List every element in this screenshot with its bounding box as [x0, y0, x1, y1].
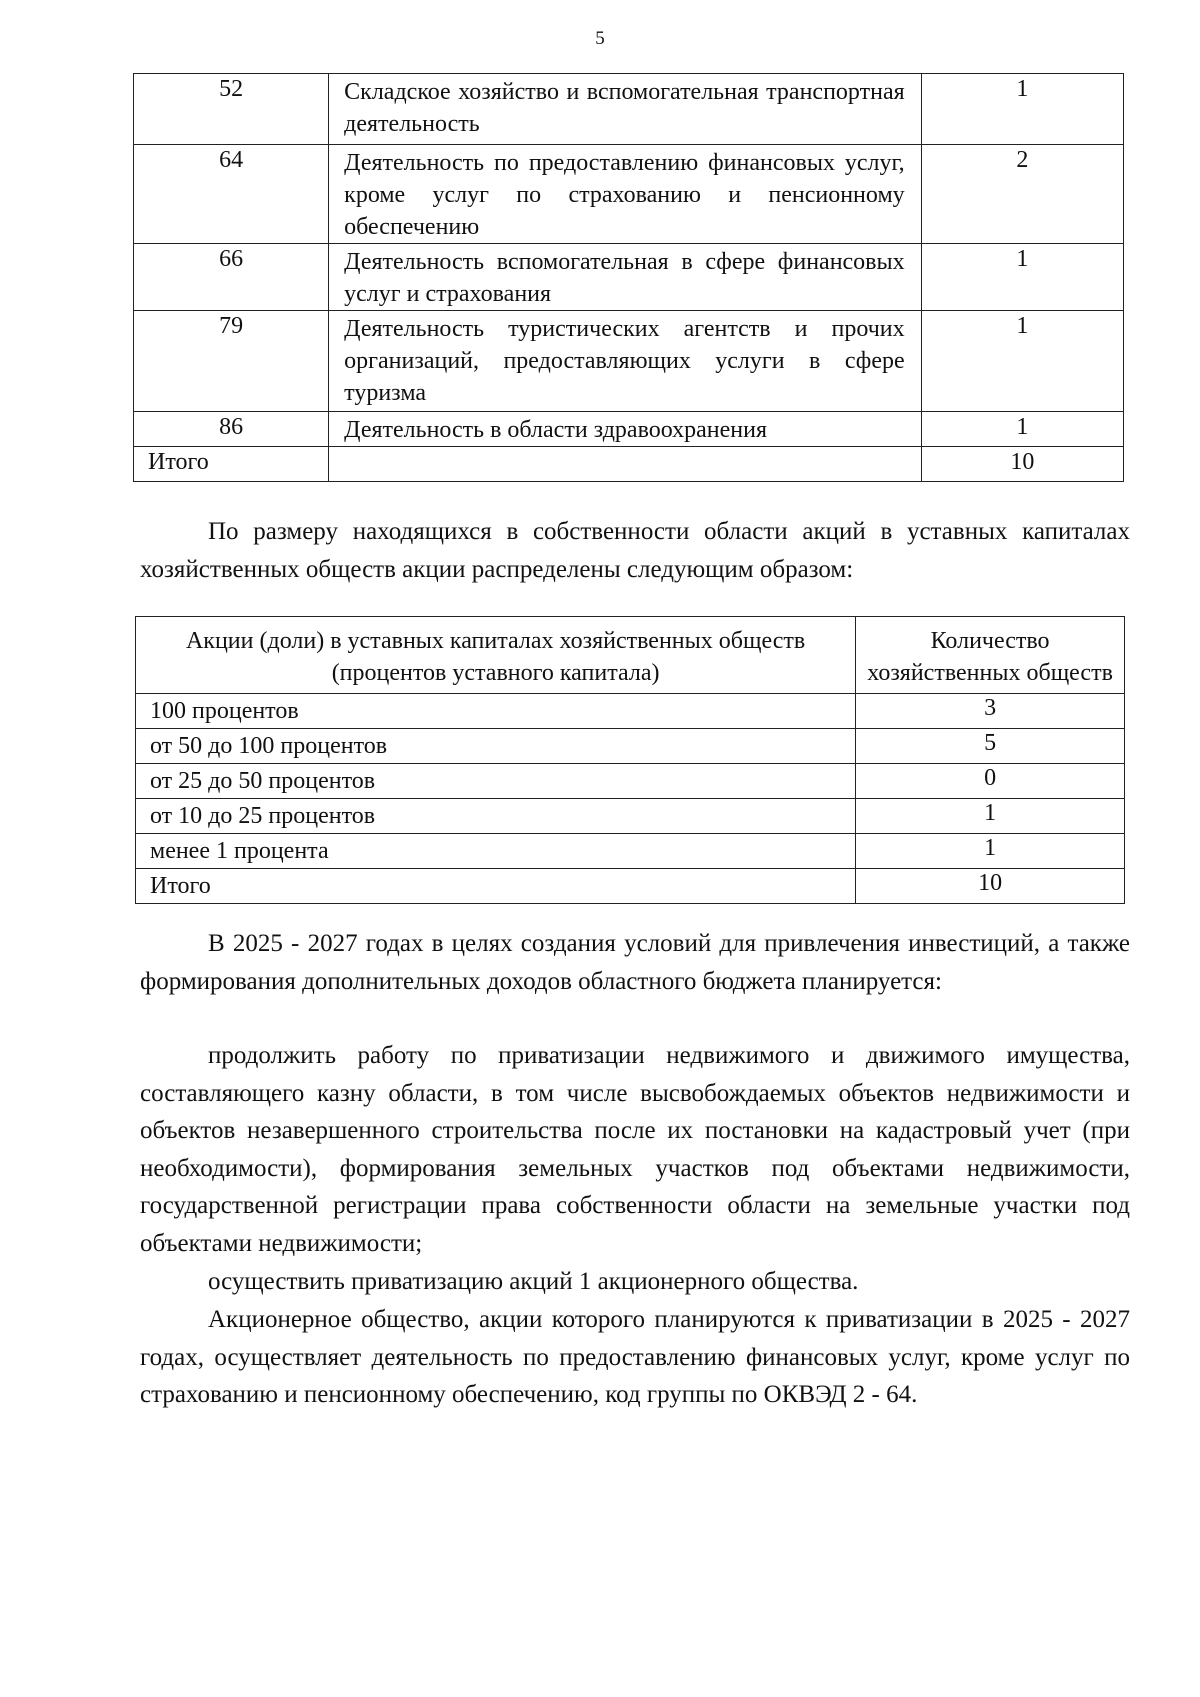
- okved-distribution-table: [133, 73, 1124, 482]
- table-total-row: [136, 869, 1125, 904]
- okved-code-cell: 79: [134, 311, 329, 412]
- total-value: 10: [856, 869, 1125, 904]
- table-row: [136, 729, 1125, 764]
- header-company-count: Количество хозяйственных обществ: [856, 617, 1125, 694]
- table-row: [134, 74, 1124, 145]
- share-range-label: 100 процентов: [136, 694, 856, 729]
- share-range-label: от 50 до 100 процентов: [136, 729, 856, 764]
- share-range-value: 1: [856, 834, 1125, 869]
- shares-distribution-table: [135, 616, 1125, 904]
- table-row: [136, 694, 1125, 729]
- company-count-cell: 1: [921, 311, 1123, 412]
- table-row: [136, 764, 1125, 799]
- table-row: [136, 834, 1125, 869]
- okved-activity-cell: Деятельность вспомогательная в сфере финансовых услуг и страхования: [329, 244, 921, 311]
- okved-activity-cell: Деятельность туристических агентств и прочих организаций, предоставляющих услуги в сфере туризма: [329, 311, 921, 412]
- share-range-value: 5: [856, 729, 1125, 764]
- shares-intro-paragraph: По размеру находящихся в собственности области акций в уставных капиталах хозяйственных обществ акции распределены следующим образом:: [140, 518, 1130, 583]
- table-row: [134, 412, 1124, 447]
- table-row: [134, 311, 1124, 412]
- share-range-label: от 10 до 25 процентов: [136, 799, 856, 834]
- okved-code-cell: 64: [134, 145, 329, 244]
- okved-code-cell: 52: [134, 74, 329, 145]
- okved-code-cell: 86: [134, 412, 329, 447]
- share-range-value: 1: [856, 799, 1125, 834]
- table-header-row: [136, 617, 1125, 694]
- total-label: Итого: [134, 447, 329, 482]
- paragraph-joint-stock-company: Акционерное общество, акции которого планируются к приватизации в 2025 - 2027 годах, осуществляет деятельность по предоставлению финансовых услуг, кроме услуг по страхованию и пенсионному обеспечению, код группы по ОКВЭД 2 - 64.: [140, 1306, 1130, 1408]
- company-count-cell: 1: [921, 244, 1123, 311]
- table-row: [134, 244, 1124, 311]
- share-range-value: 3: [856, 694, 1125, 729]
- paragraph-privatization-property: продолжить работу по приватизации недвижимого и движимого имущества, составляющего казну области, в том числе высвобождаемых объектов недвижимости и объектов незавершенного строительства после их постановки на кадастровый учет (при необходимости), формирования земельных участков под объектами недвижимости, государственной регистрации права собственности области на земельные участки под объектами недвижимости;: [140, 1042, 1130, 1257]
- table-row: [136, 799, 1125, 834]
- page-number: 5: [595, 28, 605, 49]
- share-range-label: от 25 до 50 процентов: [136, 764, 856, 799]
- okved-activity-cell: Деятельность в области здравоохранения: [329, 412, 921, 447]
- okved-activity-cell: Складское хозяйство и вспомогательная транспортная деятельность: [329, 74, 921, 145]
- company-count-cell: 1: [921, 74, 1123, 145]
- share-range-value: 0: [856, 764, 1125, 799]
- table-total-row: [134, 447, 1124, 482]
- total-label: Итого: [136, 869, 856, 904]
- paragraph-plan-intro: В 2025 - 2027 годах в целях создания условий для привлечения инвестиций, а также формирования дополнительных доходов областного бюджета планируется:: [140, 930, 1130, 995]
- total-empty-cell: [329, 447, 921, 482]
- company-count-cell: 2: [921, 145, 1123, 244]
- company-count-cell: 1: [921, 412, 1123, 447]
- okved-activity-cell: Деятельность по предоставлению финансовых услуг, кроме услуг по страхованию и пенсионному обеспечению: [329, 145, 921, 244]
- total-value: 10: [921, 447, 1123, 482]
- share-range-label: менее 1 процента: [136, 834, 856, 869]
- header-share-size: Акции (доли) в уставных капиталах хозяйственных обществ (процентов уставного капитала): [136, 617, 856, 694]
- paragraph-privatization-shares: осуществить приватизацию акций 1 акционерного общества.: [208, 1268, 859, 1295]
- okved-code-cell: 66: [134, 244, 329, 311]
- table-row: [134, 145, 1124, 244]
